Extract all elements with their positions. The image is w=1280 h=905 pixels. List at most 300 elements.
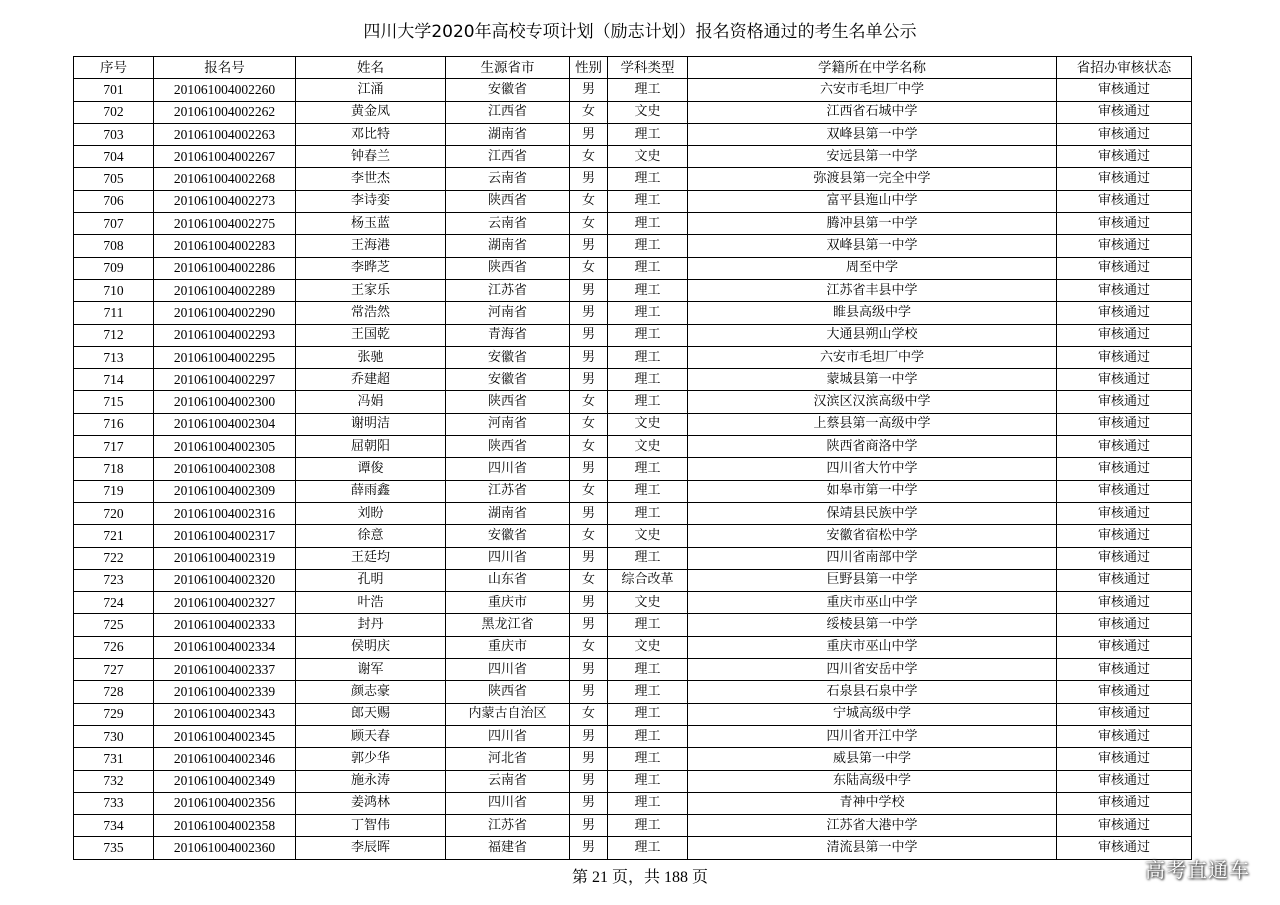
cell-province: 江苏省 (446, 480, 570, 502)
cell-subject: 理工 (608, 190, 688, 212)
table-row (74, 391, 1192, 413)
table-row (74, 815, 1192, 837)
cell-subject: 理工 (608, 681, 688, 703)
cell-school: 腾冲县第一中学 (688, 213, 1057, 235)
cell-subject: 理工 (608, 346, 688, 368)
column-header-reg-no: 报名号 (154, 57, 296, 79)
cell-name: 顾天春 (296, 725, 446, 747)
cell-subject: 综合改革 (608, 569, 688, 591)
cell-seq: 721 (74, 525, 154, 547)
cell-seq: 712 (74, 324, 154, 346)
cell-subject: 理工 (608, 168, 688, 190)
cell-reg-no: 201061004002346 (154, 748, 296, 770)
cell-name: 屈朝阳 (296, 436, 446, 458)
cell-reg-no: 201061004002316 (154, 502, 296, 524)
cell-reg-no: 201061004002275 (154, 213, 296, 235)
cell-status: 审核通过 (1057, 725, 1192, 747)
cell-province: 四川省 (446, 547, 570, 569)
cell-subject: 理工 (608, 391, 688, 413)
cell-gender: 女 (570, 213, 608, 235)
table-row (74, 168, 1192, 190)
cell-subject: 理工 (608, 79, 688, 101)
cell-subject: 理工 (608, 502, 688, 524)
cell-school: 四川省开江中学 (688, 725, 1057, 747)
cell-school: 四川省南部中学 (688, 547, 1057, 569)
cell-school: 东陆高级中学 (688, 770, 1057, 792)
cell-status: 审核通过 (1057, 748, 1192, 770)
cell-name: 钟春兰 (296, 146, 446, 168)
cell-gender: 男 (570, 279, 608, 301)
cell-subject: 理工 (608, 302, 688, 324)
table-row (74, 101, 1192, 123)
cell-reg-no: 201061004002327 (154, 592, 296, 614)
cell-status: 审核通过 (1057, 681, 1192, 703)
cell-status: 审核通过 (1057, 302, 1192, 324)
cell-name: 颜志豪 (296, 681, 446, 703)
cell-reg-no: 201061004002268 (154, 168, 296, 190)
cell-reg-no: 201061004002267 (154, 146, 296, 168)
cell-school: 江苏省丰县中学 (688, 279, 1057, 301)
cell-gender: 男 (570, 123, 608, 145)
cell-province: 安徽省 (446, 79, 570, 101)
cell-status: 审核通过 (1057, 79, 1192, 101)
cell-reg-no: 201061004002308 (154, 458, 296, 480)
cell-seq: 715 (74, 391, 154, 413)
table-row (74, 569, 1192, 591)
cell-subject: 理工 (608, 547, 688, 569)
cell-status: 审核通过 (1057, 123, 1192, 145)
cell-province: 山东省 (446, 569, 570, 591)
table-row (74, 703, 1192, 725)
cell-school: 安远县第一中学 (688, 146, 1057, 168)
cell-reg-no: 201061004002309 (154, 480, 296, 502)
table-row (74, 792, 1192, 814)
cell-province: 青海省 (446, 324, 570, 346)
cell-seq: 725 (74, 614, 154, 636)
cell-status: 审核通过 (1057, 525, 1192, 547)
cell-school: 如皋市第一中学 (688, 480, 1057, 502)
cell-gender: 男 (570, 502, 608, 524)
cell-subject: 文史 (608, 101, 688, 123)
cell-province: 云南省 (446, 168, 570, 190)
cell-subject: 理工 (608, 792, 688, 814)
cell-status: 审核通过 (1057, 168, 1192, 190)
cell-gender: 男 (570, 547, 608, 569)
cell-name: 侯明庆 (296, 636, 446, 658)
cell-subject: 理工 (608, 659, 688, 681)
cell-reg-no: 201061004002360 (154, 837, 296, 859)
cell-seq: 729 (74, 703, 154, 725)
cell-province: 陕西省 (446, 681, 570, 703)
header-row (74, 57, 1192, 79)
cell-seq: 726 (74, 636, 154, 658)
cell-reg-no: 201061004002345 (154, 725, 296, 747)
cell-gender: 女 (570, 436, 608, 458)
column-header-province: 生源省市 (446, 57, 570, 79)
cell-name: 刘盼 (296, 502, 446, 524)
cell-gender: 女 (570, 480, 608, 502)
candidate-table (73, 56, 1192, 860)
cell-gender: 男 (570, 681, 608, 703)
cell-gender: 男 (570, 792, 608, 814)
cell-gender: 男 (570, 592, 608, 614)
cell-name: 丁智伟 (296, 815, 446, 837)
cell-subject: 理工 (608, 279, 688, 301)
table-row (74, 257, 1192, 279)
table-row (74, 614, 1192, 636)
cell-province: 四川省 (446, 659, 570, 681)
cell-gender: 男 (570, 324, 608, 346)
cell-name: 孔明 (296, 569, 446, 591)
column-header-status: 省招办审核状态 (1057, 57, 1192, 79)
table-row (74, 324, 1192, 346)
cell-school: 清流县第一中学 (688, 837, 1057, 859)
cell-province: 陕西省 (446, 190, 570, 212)
cell-status: 审核通过 (1057, 235, 1192, 257)
cell-reg-no: 201061004002289 (154, 279, 296, 301)
cell-subject: 理工 (608, 837, 688, 859)
cell-seq: 710 (74, 279, 154, 301)
cell-school: 威县第一中学 (688, 748, 1057, 770)
cell-name: 王国乾 (296, 324, 446, 346)
cell-province: 福建省 (446, 837, 570, 859)
cell-name: 郭少华 (296, 748, 446, 770)
cell-province: 湖南省 (446, 502, 570, 524)
cell-school: 上蔡县第一高级中学 (688, 413, 1057, 435)
cell-name: 乔建超 (296, 369, 446, 391)
cell-gender: 女 (570, 703, 608, 725)
cell-subject: 文史 (608, 592, 688, 614)
cell-school: 六安市毛坦厂中学 (688, 346, 1057, 368)
cell-province: 陕西省 (446, 436, 570, 458)
cell-reg-no: 201061004002305 (154, 436, 296, 458)
cell-gender: 女 (570, 569, 608, 591)
cell-province: 安徽省 (446, 369, 570, 391)
cell-seq: 732 (74, 770, 154, 792)
cell-reg-no: 201061004002300 (154, 391, 296, 413)
cell-subject: 文史 (608, 525, 688, 547)
cell-subject: 文史 (608, 436, 688, 458)
cell-gender: 男 (570, 168, 608, 190)
cell-name: 杨玉蓝 (296, 213, 446, 235)
cell-seq: 717 (74, 436, 154, 458)
column-header-name: 姓名 (296, 57, 446, 79)
cell-gender: 女 (570, 525, 608, 547)
cell-school: 安徽省宿松中学 (688, 525, 1057, 547)
cell-name: 王海港 (296, 235, 446, 257)
cell-reg-no: 201061004002304 (154, 413, 296, 435)
cell-seq: 722 (74, 547, 154, 569)
cell-gender: 男 (570, 235, 608, 257)
cell-reg-no: 201061004002263 (154, 123, 296, 145)
cell-reg-no: 201061004002317 (154, 525, 296, 547)
cell-subject: 文史 (608, 146, 688, 168)
column-header-school: 学籍所在中学名称 (688, 57, 1057, 79)
cell-school: 汉滨区汉滨高级中学 (688, 391, 1057, 413)
cell-seq: 711 (74, 302, 154, 324)
cell-reg-no: 201061004002349 (154, 770, 296, 792)
cell-school: 青神中学校 (688, 792, 1057, 814)
cell-province: 陕西省 (446, 257, 570, 279)
table-row (74, 837, 1192, 859)
cell-subject: 理工 (608, 324, 688, 346)
cell-subject: 理工 (608, 480, 688, 502)
cell-status: 审核通过 (1057, 592, 1192, 614)
cell-seq: 713 (74, 346, 154, 368)
cell-seq: 706 (74, 190, 154, 212)
cell-reg-no: 201061004002343 (154, 703, 296, 725)
cell-gender: 女 (570, 101, 608, 123)
cell-gender: 男 (570, 770, 608, 792)
cell-province: 四川省 (446, 725, 570, 747)
cell-name: 李诗娈 (296, 190, 446, 212)
cell-status: 审核通过 (1057, 480, 1192, 502)
cell-status: 审核通过 (1057, 413, 1192, 435)
page-title: 四川大学2020年高校专项计划（励志计划）报名资格通过的考生名单公示 (363, 22, 917, 42)
cell-subject: 理工 (608, 458, 688, 480)
cell-gender: 男 (570, 302, 608, 324)
cell-gender: 男 (570, 369, 608, 391)
cell-reg-no: 201061004002339 (154, 681, 296, 703)
cell-gender: 女 (570, 146, 608, 168)
cell-name: 常浩然 (296, 302, 446, 324)
cell-gender: 女 (570, 257, 608, 279)
cell-province: 河北省 (446, 748, 570, 770)
cell-province: 安徽省 (446, 346, 570, 368)
cell-status: 审核通过 (1057, 436, 1192, 458)
cell-school: 绥棱县第一中学 (688, 614, 1057, 636)
cell-seq: 702 (74, 101, 154, 123)
cell-seq: 716 (74, 413, 154, 435)
cell-name: 李晔芝 (296, 257, 446, 279)
table-header (74, 57, 1192, 79)
cell-seq: 731 (74, 748, 154, 770)
cell-seq: 728 (74, 681, 154, 703)
cell-province: 重庆市 (446, 636, 570, 658)
cell-seq: 703 (74, 123, 154, 145)
cell-name: 施永涛 (296, 770, 446, 792)
table-row (74, 346, 1192, 368)
table-row (74, 636, 1192, 658)
cell-school: 富平县迤山中学 (688, 190, 1057, 212)
table-row (74, 525, 1192, 547)
cell-subject: 理工 (608, 748, 688, 770)
table-row (74, 458, 1192, 480)
cell-province: 四川省 (446, 792, 570, 814)
cell-school: 周至中学 (688, 257, 1057, 279)
cell-status: 审核通过 (1057, 346, 1192, 368)
cell-reg-no: 201061004002293 (154, 324, 296, 346)
table-row (74, 369, 1192, 391)
table-body (74, 79, 1192, 859)
cell-gender: 男 (570, 748, 608, 770)
cell-seq: 730 (74, 725, 154, 747)
table-row (74, 279, 1192, 301)
table-row (74, 123, 1192, 145)
cell-province: 湖南省 (446, 235, 570, 257)
cell-subject: 理工 (608, 703, 688, 725)
cell-gender: 男 (570, 659, 608, 681)
cell-school: 睢县高级中学 (688, 302, 1057, 324)
cell-status: 审核通过 (1057, 190, 1192, 212)
cell-status: 审核通过 (1057, 614, 1192, 636)
cell-reg-no: 201061004002337 (154, 659, 296, 681)
cell-name: 王家乐 (296, 279, 446, 301)
cell-name: 李辰晖 (296, 837, 446, 859)
cell-name: 谢明洁 (296, 413, 446, 435)
cell-seq: 733 (74, 792, 154, 814)
cell-status: 审核通过 (1057, 391, 1192, 413)
cell-subject: 文史 (608, 413, 688, 435)
cell-seq: 707 (74, 213, 154, 235)
cell-province: 黑龙江省 (446, 614, 570, 636)
cell-seq: 723 (74, 569, 154, 591)
table-row (74, 748, 1192, 770)
cell-seq: 727 (74, 659, 154, 681)
cell-gender: 男 (570, 837, 608, 859)
cell-reg-no: 201061004002334 (154, 636, 296, 658)
cell-status: 审核通过 (1057, 146, 1192, 168)
table-row (74, 413, 1192, 435)
cell-subject: 理工 (608, 725, 688, 747)
cell-status: 审核通过 (1057, 837, 1192, 859)
cell-school: 江苏省大港中学 (688, 815, 1057, 837)
cell-subject: 理工 (608, 213, 688, 235)
cell-status: 审核通过 (1057, 792, 1192, 814)
cell-subject: 理工 (608, 123, 688, 145)
table-row (74, 79, 1192, 101)
table-row (74, 480, 1192, 502)
cell-name: 张驰 (296, 346, 446, 368)
cell-reg-no: 201061004002319 (154, 547, 296, 569)
cell-reg-no: 201061004002283 (154, 235, 296, 257)
cell-status: 审核通过 (1057, 502, 1192, 524)
cell-status: 审核通过 (1057, 279, 1192, 301)
cell-school: 江西省石城中学 (688, 101, 1057, 123)
cell-reg-no: 201061004002320 (154, 569, 296, 591)
cell-gender: 男 (570, 346, 608, 368)
cell-name: 封丹 (296, 614, 446, 636)
cell-province: 江西省 (446, 101, 570, 123)
cell-province: 湖南省 (446, 123, 570, 145)
cell-gender: 男 (570, 79, 608, 101)
cell-gender: 男 (570, 815, 608, 837)
cell-seq: 714 (74, 369, 154, 391)
cell-school: 双峰县第一中学 (688, 123, 1057, 145)
cell-gender: 女 (570, 636, 608, 658)
cell-reg-no: 201061004002333 (154, 614, 296, 636)
cell-reg-no: 201061004002295 (154, 346, 296, 368)
cell-seq: 720 (74, 502, 154, 524)
cell-name: 黄金凤 (296, 101, 446, 123)
cell-status: 审核通过 (1057, 257, 1192, 279)
cell-province: 河南省 (446, 302, 570, 324)
table-row (74, 302, 1192, 324)
cell-name: 谢军 (296, 659, 446, 681)
cell-province: 重庆市 (446, 592, 570, 614)
cell-province: 陕西省 (446, 391, 570, 413)
cell-status: 审核通过 (1057, 569, 1192, 591)
cell-name: 冯娟 (296, 391, 446, 413)
cell-status: 审核通过 (1057, 636, 1192, 658)
cell-subject: 文史 (608, 636, 688, 658)
cell-status: 审核通过 (1057, 703, 1192, 725)
column-header-subject: 学科类型 (608, 57, 688, 79)
cell-school: 四川省大竹中学 (688, 458, 1057, 480)
table-row (74, 725, 1192, 747)
column-header-seq: 序号 (74, 57, 154, 79)
cell-name: 薛雨鑫 (296, 480, 446, 502)
table-row (74, 681, 1192, 703)
cell-province: 四川省 (446, 458, 570, 480)
cell-gender: 女 (570, 190, 608, 212)
cell-reg-no: 201061004002297 (154, 369, 296, 391)
cell-status: 审核通过 (1057, 101, 1192, 123)
cell-status: 审核通过 (1057, 659, 1192, 681)
cell-reg-no: 201061004002260 (154, 79, 296, 101)
cell-subject: 理工 (608, 235, 688, 257)
page-footer: 第 21 页，共 188 页 (571, 869, 708, 886)
cell-seq: 719 (74, 480, 154, 502)
cell-subject: 理工 (608, 257, 688, 279)
cell-status: 审核通过 (1057, 458, 1192, 480)
cell-name: 邓比特 (296, 123, 446, 145)
cell-seq: 701 (74, 79, 154, 101)
cell-gender: 男 (570, 614, 608, 636)
table-row (74, 190, 1192, 212)
table-row (74, 436, 1192, 458)
cell-gender: 男 (570, 458, 608, 480)
cell-name: 王廷均 (296, 547, 446, 569)
cell-school: 保靖县民族中学 (688, 502, 1057, 524)
cell-status: 审核通过 (1057, 324, 1192, 346)
cell-seq: 724 (74, 592, 154, 614)
cell-subject: 理工 (608, 369, 688, 391)
cell-status: 审核通过 (1057, 547, 1192, 569)
table-row (74, 659, 1192, 681)
cell-school: 四川省安岳中学 (688, 659, 1057, 681)
cell-province: 内蒙古自治区 (446, 703, 570, 725)
cell-province: 江苏省 (446, 279, 570, 301)
cell-province: 安徽省 (446, 525, 570, 547)
cell-school: 弥渡县第一完全中学 (688, 168, 1057, 190)
table-row (74, 235, 1192, 257)
cell-reg-no: 201061004002290 (154, 302, 296, 324)
cell-province: 河南省 (446, 413, 570, 435)
cell-seq: 709 (74, 257, 154, 279)
cell-name: 叶浩 (296, 592, 446, 614)
cell-reg-no: 201061004002356 (154, 792, 296, 814)
cell-gender: 女 (570, 391, 608, 413)
cell-province: 江苏省 (446, 815, 570, 837)
cell-name: 徐意 (296, 525, 446, 547)
cell-subject: 理工 (608, 815, 688, 837)
cell-name: 李世杰 (296, 168, 446, 190)
cell-seq: 704 (74, 146, 154, 168)
cell-school: 重庆市巫山中学 (688, 636, 1057, 658)
cell-seq: 705 (74, 168, 154, 190)
cell-gender: 男 (570, 725, 608, 747)
cell-school: 重庆市巫山中学 (688, 592, 1057, 614)
cell-gender: 女 (570, 413, 608, 435)
cell-subject: 理工 (608, 614, 688, 636)
cell-school: 双峰县第一中学 (688, 235, 1057, 257)
cell-name: 姜鸿林 (296, 792, 446, 814)
cell-province: 云南省 (446, 213, 570, 235)
column-header-gender: 性别 (570, 57, 608, 79)
cell-seq: 735 (74, 837, 154, 859)
cell-province: 云南省 (446, 770, 570, 792)
